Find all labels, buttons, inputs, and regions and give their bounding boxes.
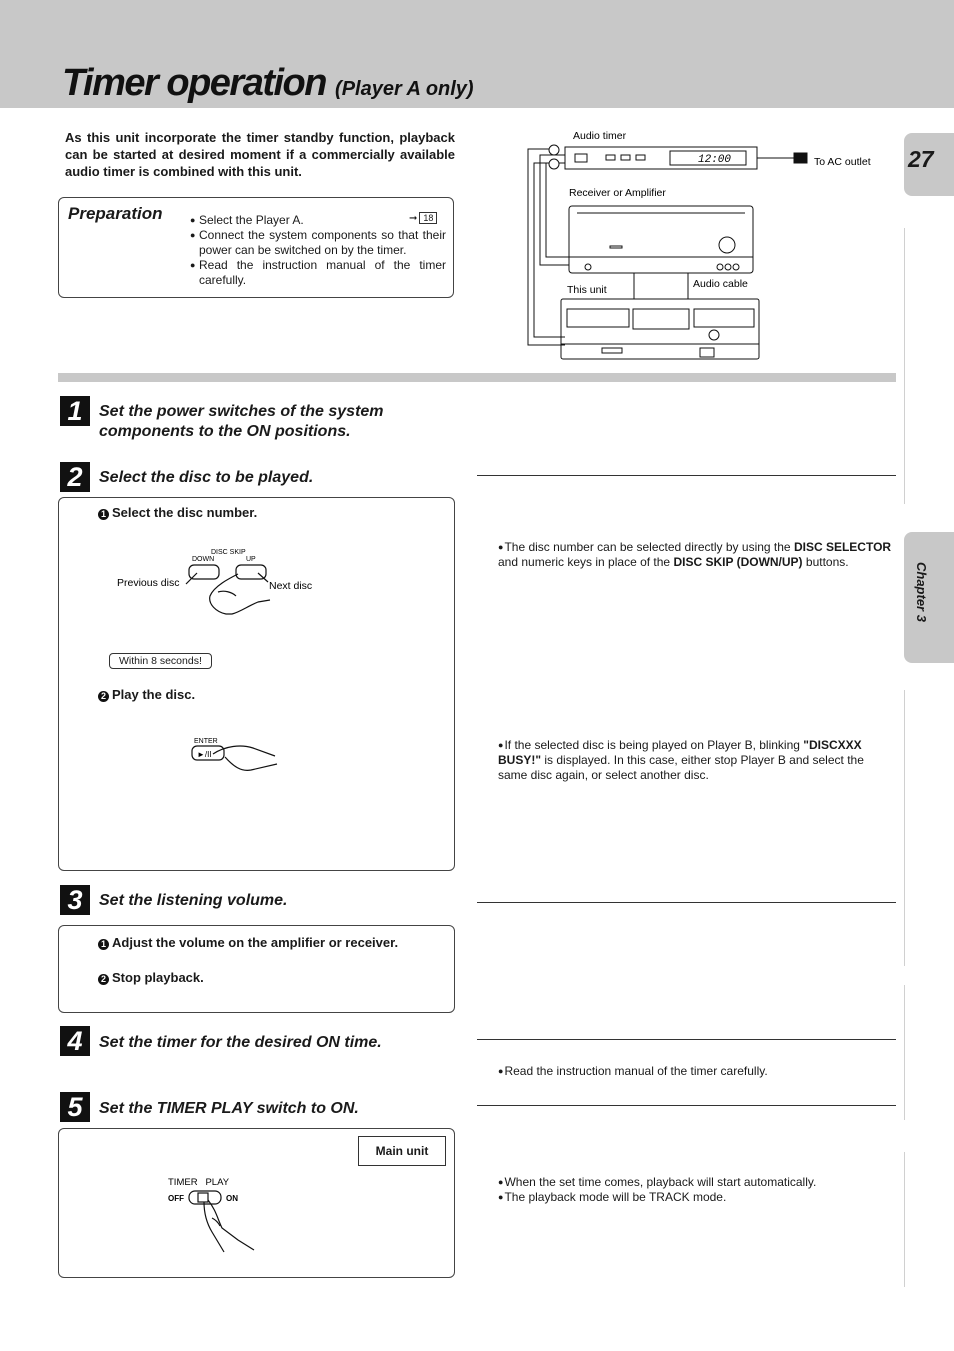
down-label: DOWN xyxy=(192,556,215,563)
step-2-sub-1: 1 Select the disc number. xyxy=(98,505,257,520)
enter-label: ENTER xyxy=(194,738,218,745)
up-label: UP xyxy=(246,556,256,563)
receiver-label: Receiver or Amplifier xyxy=(569,187,666,199)
section-divider xyxy=(58,373,896,382)
step-4-note: ●Read the instruction manual of the timer carefully. xyxy=(498,1064,768,1078)
timer-display: 12:00 xyxy=(698,154,732,166)
within-seconds-tag: Within 8 seconds! xyxy=(109,653,212,669)
preparation-list xyxy=(190,213,446,288)
page-subtitle: (Player A only) xyxy=(335,78,474,100)
step-rule xyxy=(477,475,896,476)
step-number-3: 3 xyxy=(60,885,90,915)
step-number-5: 5 xyxy=(60,1092,90,1122)
ac-outlet-label: To AC outlet xyxy=(814,156,871,168)
step-title-3: Set the listening volume. xyxy=(99,892,288,909)
step-rule xyxy=(477,1039,896,1040)
step-title-2: Select the disc to be played. xyxy=(99,469,314,486)
chapter-label: Chapter 3 xyxy=(914,562,929,622)
intro-text: As this unit incorporate the timer standby function, playback can be started at desired moment if a commercially available audio timer is combined with this unit. xyxy=(65,130,455,179)
connection-diagram xyxy=(520,125,890,365)
preparation-title: Preparation xyxy=(68,204,163,223)
audio-timer-label: Audio timer xyxy=(573,130,627,142)
edge-line xyxy=(904,690,905,966)
step-title-5: Set the TIMER PLAY switch to ON. xyxy=(99,1100,359,1117)
step-rule xyxy=(477,1105,896,1106)
timer-on-label: ON xyxy=(226,1194,238,1203)
disc-skip-label: DISC SKIP xyxy=(211,549,246,556)
step-rule xyxy=(477,902,896,903)
next-disc-label: Next disc xyxy=(269,580,313,592)
page-title: Timer operation (Player A only) xyxy=(62,62,474,104)
audio-cable-label: Audio cable xyxy=(693,278,748,290)
step-2-sub-2: 2 Play the disc. xyxy=(98,687,195,702)
timer-off-label: OFF xyxy=(168,1194,184,1203)
preparation-item: ● Read the instruction manual of the timer carefully. xyxy=(190,258,446,288)
disc-skip-illustration xyxy=(110,540,330,620)
chapter-tab xyxy=(904,532,954,663)
step-5-note-2: ●The playback mode will be TRACK mode. xyxy=(498,1190,727,1204)
step-number-4: 4 xyxy=(60,1026,90,1056)
step-number-2: 2 xyxy=(60,462,90,492)
previous-disc-label: Previous disc xyxy=(117,577,180,589)
edge-line xyxy=(904,985,905,1120)
main-unit-label: Main unit xyxy=(358,1136,446,1166)
step-number-1: 1 xyxy=(60,396,90,426)
page-reference: ➞ 18 xyxy=(409,212,437,224)
edge-line xyxy=(904,228,905,504)
step-3-sub-1: 1 Adjust the volume on the amplifier or receiver. xyxy=(98,935,398,950)
step-title-1: Set the power switches of the system components to the ON positions. xyxy=(99,403,384,440)
step-title-4: Set the timer for the desired ON time. xyxy=(99,1034,382,1051)
preparation-item: ● Connect the system components so that their power can be switched on by the timer. xyxy=(190,228,446,258)
step-5-note-1: ●When the set time comes, playback will start automatically. xyxy=(498,1175,817,1189)
preparation-item: ● Select the Player A. xyxy=(190,213,446,228)
timer-play-label: TIMER PLAY xyxy=(168,1177,230,1188)
enter-button-illustration xyxy=(185,730,295,780)
page-reference-number: 18 xyxy=(419,212,437,224)
step-2-note-2: ●If the selected disc is being played on Player B, blinking "DISCXXX BUSY!" is displayed. In this case, either stop Player B and select the same disc again, or select another disc. xyxy=(498,738,864,782)
this-unit-label: This unit xyxy=(567,284,607,296)
step-2-note-1: ●The disc number can be selected directly by using the DISC SELECTOR and numeric keys in place of the DISC SKIP (DOWN/UP) buttons. xyxy=(498,540,892,569)
step-3-sub-2: 2 Stop playback. xyxy=(98,970,204,985)
edge-line xyxy=(904,1152,905,1287)
play-pause-symbol: ►/II xyxy=(197,750,212,759)
timer-play-switch-illustration xyxy=(160,1170,270,1260)
page-number: 27 xyxy=(908,146,934,172)
